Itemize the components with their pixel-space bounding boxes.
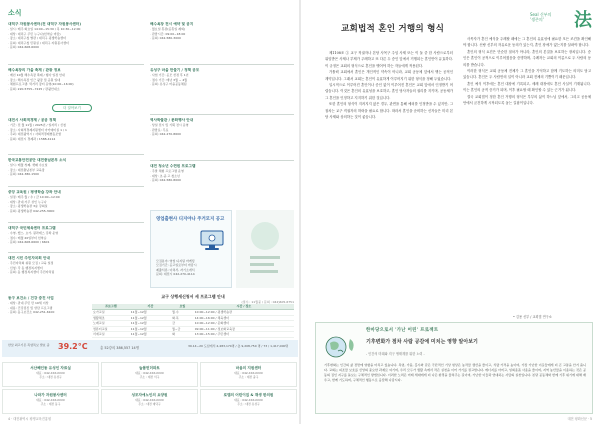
notice-line: · 문의: 동구보건소 042-251-6100 (8, 310, 55, 315)
notice-line: · 접수 기간: 매년 3월 ~ 4월 (150, 77, 188, 82)
divider (8, 252, 144, 253)
table-row (92, 332, 294, 338)
callout-box (315, 322, 593, 414)
notice-line: · 문의: 동 행정복지센터 주민자치팀 (8, 270, 55, 275)
ad-row: 모집기간: 공고일로부터 마감시 (156, 263, 197, 268)
notice-line: · 일시: 매월 첫째, 셋째 수요일 (8, 163, 48, 167)
notice-line: · 대상: 대덕구 주민 누구나(선착순 마감) (8, 31, 61, 36)
table-cell: 11월~12월 (130, 332, 171, 338)
section-title: 소식 (8, 9, 22, 17)
notice-line: · 문의: 042-580-8000 (150, 178, 181, 183)
table-cell: 요가교실 (92, 310, 130, 316)
table-header: 요일 (171, 304, 194, 310)
table-cell: 월~금 (171, 326, 194, 332)
notice-title: 해수욕장 전시 예약 및 공지 (150, 22, 194, 26)
weather-detail: 39.14~20 도심에서 4,483,170명 / 총 9,208,750 명 / 73 / 1,417,000명 (188, 344, 289, 348)
directory-cell (2, 389, 99, 414)
article-column-1 (325, 50, 453, 120)
table-cell: 화 (171, 332, 194, 338)
notice-line: · 장소: 평생학습관 3층 강의실 (8, 204, 48, 209)
table-cell: 생활체조 (92, 315, 130, 321)
notice-title: 중앙 교육원 / 평생학습 강좌 안내 (8, 190, 61, 194)
notice-line: · 관람시간: 09:00~18:00 (150, 31, 186, 36)
seal-text (530, 12, 551, 22)
directory-name: 나라가 자원봉사센터 (34, 393, 67, 397)
notice-box (8, 190, 144, 220)
article-paragraph: 가톨릭 교회에서 혼인은 개인적인 약속이 아니라, 교회 공동체 앞에서 맺는 공적인 계약입니다. 그래서 교회는 혼인이 유효하게 이루어지기 위한 형식을 정해 두었습니다. (325, 70, 453, 81)
article-paragraph: 결국 교회법이 정한 혼인 거행의 형식은 부부의 삶이 하느님 앞에서, 그리고 공동체 안에서 굳건하게 시작되도록 돕는 길잡이입니다. (463, 94, 591, 106)
notice-line: · 주말 체험 프로그램 운영 (150, 169, 184, 173)
notice-line: · 기간: 전 월 11월 / 2025년 / 일자리 / 신청 (8, 123, 66, 127)
notice-line: · 일시: 매주 화요일 14:00~15:30 / 목 10:30~12:00 (8, 27, 81, 31)
callout-subtitle-2: - 인간의 미래와 지구 생태계를 위한 노력 - (366, 352, 425, 356)
table-cell: 금 (171, 321, 194, 327)
seal-character: 法 (574, 10, 592, 31)
notice-line: · 관람료: 무료 (150, 127, 169, 132)
program-table-grid (92, 304, 294, 338)
article-paragraph: 이러한 형식은 교회 공동체 전체가 그 혼인을 기억하고 함께 기도하는 의미도 담고 있습니다. 혼인은 두 사람만의 일이 아니라 교회 전체의 기쁨이기 때문입니다. (463, 69, 591, 80)
notice-title: 대전시 사회적경제 / 공공 정책 (8, 118, 56, 122)
notice-line: · 문의: 평생학습관 042-255-3000 (8, 208, 55, 213)
table-cell: 14:00~16:00 / 체육센터 (194, 315, 294, 321)
more-button[interactable]: 더 알아보기 (52, 104, 92, 112)
notice-line: · 장소: 해수욕장 인근 광장 및 공원 일대 (8, 77, 61, 82)
table-header: 시간 / 장소 (194, 304, 294, 310)
ad-title: 영업출현사 디지야나 주거모지 공고 (156, 217, 225, 222)
column-seal (530, 6, 592, 34)
directory-line: 주소 : 대전 서구 (139, 375, 160, 379)
notice-title: 해수욕장의 가을 축제 / 관광 정보 (8, 68, 61, 72)
side-illustration (236, 210, 294, 288)
directory-line: 대표 : 042-XXX-XXXX (36, 371, 65, 375)
notice-line: · 문의: 042-580-3000 (150, 36, 181, 41)
notice-line: · 장소: 대전충남본부 교육장 (8, 167, 45, 172)
notice-box (150, 68, 294, 112)
notice-line: · 일정: 매주 월 / 수 / 금 10:00~12:00 (8, 195, 60, 199)
directory-line: 주소 : 대전 유성구 (39, 375, 62, 379)
recruitment-ad (150, 210, 232, 288)
notice-line: · 장소: 사회적경제지원센터 아카데미실 1 / 1 (8, 127, 67, 132)
ad-row: 제출서류: 이력서, 자기소개서 (156, 267, 195, 272)
left-page (0, 0, 299, 424)
notice-box (150, 118, 294, 158)
notice-title: 대전 청소년 수련원 프로그램 (150, 164, 196, 168)
notice-line: · 문의: 042-380-1500 (8, 172, 39, 177)
table-caption: 교구 상행세신청서 세 프로그램 안내 (161, 294, 225, 299)
notice-line: · 대상: 초·중·고 청소년 (150, 173, 180, 178)
table-cell: 11월~12월 (130, 326, 171, 332)
divider (150, 114, 294, 115)
notice-title: 대덕구 자원봉사센터(전 대덕구 자원봉사센터) (8, 22, 81, 26)
table-cell: 11월~12월 (130, 315, 171, 321)
divider (8, 186, 144, 187)
notice-line: · 문의: 유성구 마을공동체팀 (150, 82, 187, 87)
notice-line: · 월요일 휴관(공휴일 제외) (150, 27, 186, 31)
notice-box (150, 22, 294, 62)
directory-line: 주소 : 대전 대덕구 (138, 402, 161, 406)
directory-cell (200, 389, 297, 414)
table-cell: 화·목 (171, 315, 194, 321)
right-page-footer: 대전 평화신문 · 5 (567, 417, 592, 421)
seal-text-line: Seal 신부의 (530, 12, 552, 17)
ad-row: 모집분야: 영업 디지털 마케팅 (156, 259, 195, 263)
directory-grid (2, 362, 298, 414)
table-cell: 11월~12월 (130, 310, 171, 316)
notice-title: 동구 보건소 / 건강 증진 사업 (8, 296, 54, 300)
notice-line: · 매년 10월 해수욕장 축제 / 행사 일정 안내 (8, 73, 65, 77)
notice-line: · 접수: 매월 20일부터 선착순 (8, 235, 47, 240)
notice-box (8, 68, 144, 102)
right-page (301, 0, 600, 424)
divider (8, 154, 144, 155)
table-cell: 노래교실 (92, 321, 130, 327)
notice-box (8, 118, 144, 152)
notice-line: · 주최: 대전광역시 / 사회적경제협동조합 (8, 132, 62, 137)
weather-stat: 총 52강의 386,557 14명 (100, 346, 139, 350)
notice-line: · 주민자치회 위원 모집 / 교육 일정 (8, 261, 54, 265)
notice-line: · 문의: 042-608-6600 / 6601 (8, 240, 50, 245)
notice-line: · 대상: 관내 주민 만 19세 이상 (8, 301, 49, 305)
notice-line: · 체험프로그램: 먹거리 장터 운영(10:00~16:00) (8, 82, 74, 87)
notice-line: · 사업 기간: 공모 선정 후 1년 (150, 73, 189, 77)
notice-title: 유성구 마을 만들기 / 정책 공모 (150, 68, 200, 72)
weather-temperature: 39.2°C (58, 342, 88, 351)
table-cell: 월·수 (171, 310, 194, 316)
table-subcaption: (접수 : 11월중 / 문의 : 042)605-6751 (241, 300, 294, 304)
notice-title: 대전 시민 주민자치회 안내 (8, 256, 50, 260)
directory-line: 대표 : 042-XXX-XXXX (135, 371, 164, 375)
notice-line: · 장소: 대덕구청 별관 / 대덕구 평생학습센터 (8, 36, 66, 41)
ad-rows (156, 259, 227, 277)
directory-line: 대표 : 042-XXX-XXXX (36, 398, 65, 402)
article-paragraph: 또한 혼인의 형식이 지켜지지 않은 경우, 관면을 통해 예외를 인정받을 수 있지만, 그 절차는 교구 직권자의 허락을 필요로 합니다. 따라서 혼인을 준비하는 신자들은 미리 본당 사제와 상의하는 것이 좋습니다. (325, 102, 453, 120)
directory-name: 성모자애노인의 요양원 (131, 393, 168, 397)
directory-line: 대표 : 042-XXX-XXXX (135, 398, 164, 402)
directory-cell (101, 389, 198, 414)
table-cell: 11월~12월 (130, 321, 171, 327)
notice-line: · 신청: 각 동 행정복지센터 (8, 265, 43, 270)
notice-title: 대덕구 국민체육센터 프로그램 (8, 226, 56, 230)
side-note (236, 210, 294, 288)
notice-box (8, 296, 90, 336)
article-paragraph: 혼인의 형식 요건은 단순한 절차가 아니라, 혼인의 본질을 보호하는 장치입니다. 증인은 혼인이 공적으로 이루어졌음을 증명하며, 주례자는 교회의 이름으로 두 사람의 동의를 받습니다. (463, 49, 591, 67)
seal-text-line: '생존의' (530, 17, 544, 22)
article-paragraph: 제1108조 ① 교구 직권자나 본당 사목구 주임 사제 또는 이 둘 중 한 사람으로부터 위임받은 사제나 부제가 주례하고 또 다른 두 증인 앞에서 거행되는 혼인만이 유효하다. 이 규정은 교회의 형식으로 혼인을 맺어야 하는 자들에게 적용된다. (325, 51, 453, 68)
divider (8, 64, 144, 65)
table-cell: 10:00~12:00 / 평생학습관 (194, 310, 294, 316)
notice-box (8, 256, 90, 292)
article-byline: • 김용 신부 / 교회법 연구소 (513, 315, 552, 319)
notice-line: · 상설 전시 및 기획 전시 운영 (150, 123, 189, 127)
notice-line: · 문의: 220-5755~7225 / 관광안내소 (8, 86, 60, 91)
table-cell: 서예교실 (92, 332, 130, 338)
callout-body: 기후변화는 인간의 삶 전반에 영향을 미치고 있습니다. 폭염, 가뭄, 홍수와 같은 극단적인 기상 현상은 농작물 생산을 줄이고, 식량 가격을 높이며, 가장 가난한 이웃들에게 더 큰 고통을 안겨 줍니다. 교회는 피조물 보호를 신앙의 중요한 과제로 여기며, 우리 모두가 생활 속에서 작은 실천을 이어 가기를 권고합니다. 에너지를 아끼고, 일회용품 사용을 줄이며, 지역 농산물을 이용하는 것은 공동의 집인 지구를 돌보는 구체적인 방법입니다. 이러한 노력은 미래 세대에게 더 나은 환경을 물려주는 길이며, 가난한 이들과 연대하는 사랑의 실천입니다. 본당 공동체와 함께 기후 위기에 대해 배우고, 함께 기도하며, 구체적인 행동으로 응답해 나갑시다. (324, 363, 586, 383)
table-cell: 10:00~12:00 / 문화센터 (194, 321, 294, 327)
notice-title: 한국교통안전공단 대전충남본부 소식 (8, 158, 67, 162)
notice-title: 역사박물관 / 문화행사 안내 (150, 118, 194, 122)
divider (150, 160, 294, 161)
notice-line: · 내용: 건강검진 및 상담 프로그램 (8, 305, 53, 310)
directory-name: 로뎀의 어린이집 & 재생 한의원 (223, 393, 274, 397)
article-paragraph: 혼인 예식 이후에는 혼인 대장에 기록되고, 세례 대장에도 혼인 사실이 기재됩니다. 이는 혼인의 공적 증거가 되며, 이후 필요할 때 확인할 수 있는 근거가 됩니다. (463, 81, 591, 93)
directory-line: 주소 : 대전 유성구 (237, 402, 260, 406)
notice-box (8, 158, 144, 184)
callout-subtitle: 기후변화가 점차 사람 공감에 미치는 영향 알아보기 (366, 339, 478, 345)
weather-strip (2, 340, 298, 357)
notice-line: · 대상: 관내 거주 성인 누구나 (8, 199, 47, 204)
directory-name: 마음의 지원센터 (235, 366, 262, 370)
notice-line: · 문의: 042-270-8600 (150, 132, 181, 137)
notice-line: · 수영, 헬스, 요가, 필라테스 강좌 운영 (8, 231, 59, 235)
divider (150, 64, 294, 65)
article-paragraph: 사목자가 혼인 예식을 주례할 때에는 그 혼인의 유효성에 필요한 모든 조건을 확인해야 합니다. 신랑 신부의 자유로운 동의가 있는지, 혼인 장애가 없는지를 살펴야 합니다. (463, 37, 591, 48)
table-cell: 09:00~11:00 / 정보화교육장 (194, 326, 294, 332)
table-header: 프로그램 (92, 304, 130, 310)
table-cell: 13:00~15:00 / 주민센터 (194, 332, 294, 338)
directory-cell (101, 362, 198, 387)
directory-name: 늘봄먼더파트 (139, 366, 160, 370)
directory-cell (200, 362, 297, 387)
table-cell: 컴퓨터교실 (92, 326, 130, 332)
left-page-footer: 4 · 대전광역시 평생교육진흥원 (8, 417, 52, 421)
directory-line: 주소 : 대전 동구 (40, 402, 61, 406)
directory-cell (2, 362, 99, 387)
notice-box (8, 22, 144, 62)
table-header: 기간 (130, 304, 171, 310)
article-title: 교회법적 혼인 거행의 형식 (341, 24, 445, 34)
notice-line: · 문의: 042-608-6000 (8, 45, 39, 50)
directory-line: 대표 : 042-XXX-XXXX (234, 398, 263, 402)
article-column-2 (463, 36, 591, 106)
directory-name: 서산혜인동 유성인 자료실 (30, 366, 71, 370)
article-paragraph: 일시적으로 이루어진 혼인이나 증인 없이 이루어진 혼인은 교회 앞에서 인정받기 어렵습니다. 이것은 혼인의 유효성을 보호하고, 혼인 당사자들의 권리를 지키며, 공동체가 그 혼인을 인정하고 지지하기 위한 것입니다. (325, 83, 453, 100)
ad-row: 문의: 대전시 042-270-4114 (156, 272, 195, 277)
directory-line: 주소 : 대전 중구 (238, 375, 259, 379)
notice-line: · 문의: 대전시 경제과 / 1588-4114 (8, 136, 56, 141)
notice-box (150, 164, 294, 204)
divider (8, 222, 144, 223)
earth-icon (322, 333, 362, 359)
notice-box (8, 226, 144, 250)
directory-line: 대표 : 042-XXX-XXXX (234, 371, 263, 375)
notice-line: · 문의: 대덕구청 민원실 / 대덕구 자원봉사센터 (8, 40, 69, 45)
callout-heading: 한마당으로서 '가난 어린' 프로젝트 (366, 328, 439, 333)
weather-description: 한낮 최고기온 폭염특보 발효 중 (8, 343, 50, 347)
computer-icon (199, 229, 225, 253)
